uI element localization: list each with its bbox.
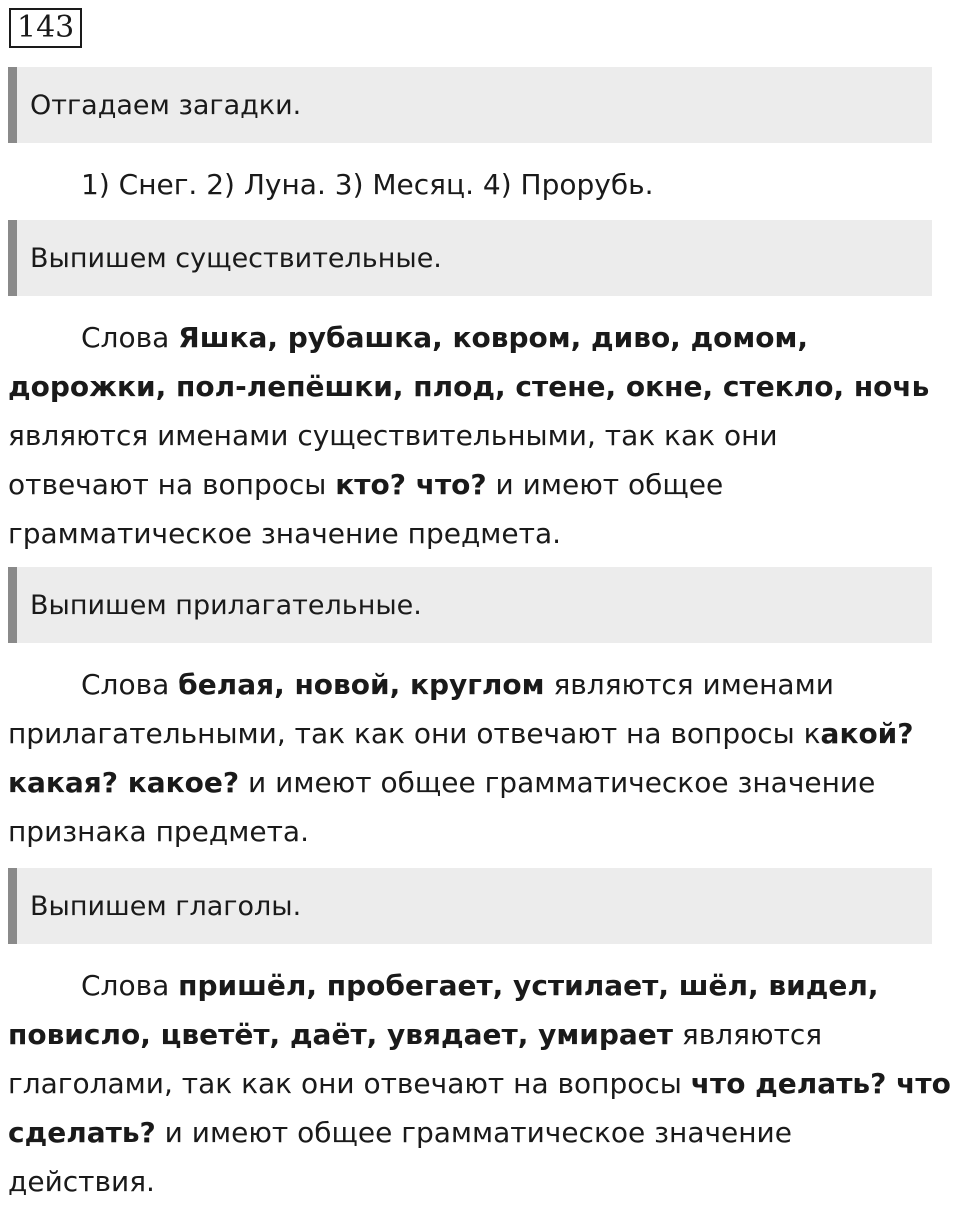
bold-words: белая, новой, круглом <box>178 668 545 701</box>
bold-questions: кто? что? <box>335 468 487 501</box>
paragraph-line <box>8 660 948 709</box>
paragraph-line <box>8 313 948 362</box>
task-number: 143 <box>9 8 82 48</box>
text: являются <box>673 1018 823 1051</box>
section-heading-verbs <box>8 868 932 944</box>
section-heading-nouns <box>8 220 932 296</box>
text: Слова <box>81 321 179 354</box>
paragraph-line: являются именами существительными, так как они <box>8 419 778 452</box>
paragraph-line <box>8 1108 948 1157</box>
bold-questions: акой? <box>820 717 914 750</box>
section-heading-adjectives <box>8 567 932 643</box>
paragraph-line: грамматическое значение предмета. <box>8 517 562 550</box>
paragraph-line <box>8 1010 948 1059</box>
text: Слова <box>81 969 179 1002</box>
heading-text: Отгадаем загадки. <box>30 89 302 121</box>
bold-words: Яшка, рубашка, ковром, диво, домом, <box>178 321 809 354</box>
paragraph-line <box>8 1059 951 1108</box>
paragraph-line <box>8 961 948 1010</box>
text: являются именами <box>544 668 834 701</box>
paragraph-line: признака предмета. <box>8 815 309 848</box>
bold-questions: сделать? <box>8 1116 156 1149</box>
heading-text: Выпишем прилагательные. <box>30 589 422 621</box>
riddle-answers <box>8 160 948 209</box>
adjectives-paragraph <box>8 660 948 856</box>
nouns-paragraph <box>8 313 948 558</box>
answers-line: 1) Снег. 2) Луна. 3) Месяц. 4) Прорубь. <box>81 168 654 201</box>
text: прилагательными, так как они отвечают на вопросы к <box>8 717 821 750</box>
bold-questions: что делать? что <box>690 1067 951 1100</box>
bold-words: дорожки, пол-лепёшки, плод, стене, окне, стекло, ночь <box>8 370 930 403</box>
paragraph-line: действия. <box>8 1165 155 1198</box>
paragraph-line <box>8 709 948 758</box>
text: и имеют общее <box>486 468 724 501</box>
text: и имеют общее грамматическое значение <box>239 766 876 799</box>
bold-words: пришёл, пробегает, устилает, шёл, видел, <box>178 969 879 1002</box>
text: и имеют общее грамматическое значение <box>155 1116 792 1149</box>
paragraph-line <box>8 362 948 411</box>
paragraph-line <box>8 460 948 509</box>
verbs-paragraph <box>8 961 951 1206</box>
heading-text: Выпишем существительные. <box>30 242 442 274</box>
section-heading-riddles <box>8 67 932 143</box>
text: отвечают на вопросы <box>8 468 336 501</box>
bold-questions: какая? какое? <box>8 766 240 799</box>
paragraph-line <box>8 758 948 807</box>
heading-text: Выпишем глаголы. <box>30 890 302 922</box>
text: глаголами, так как они отвечают на вопросы <box>8 1067 691 1100</box>
text: Слова <box>81 668 179 701</box>
bold-words: повисло, цветёт, даёт, увядает, умирает <box>8 1018 674 1051</box>
